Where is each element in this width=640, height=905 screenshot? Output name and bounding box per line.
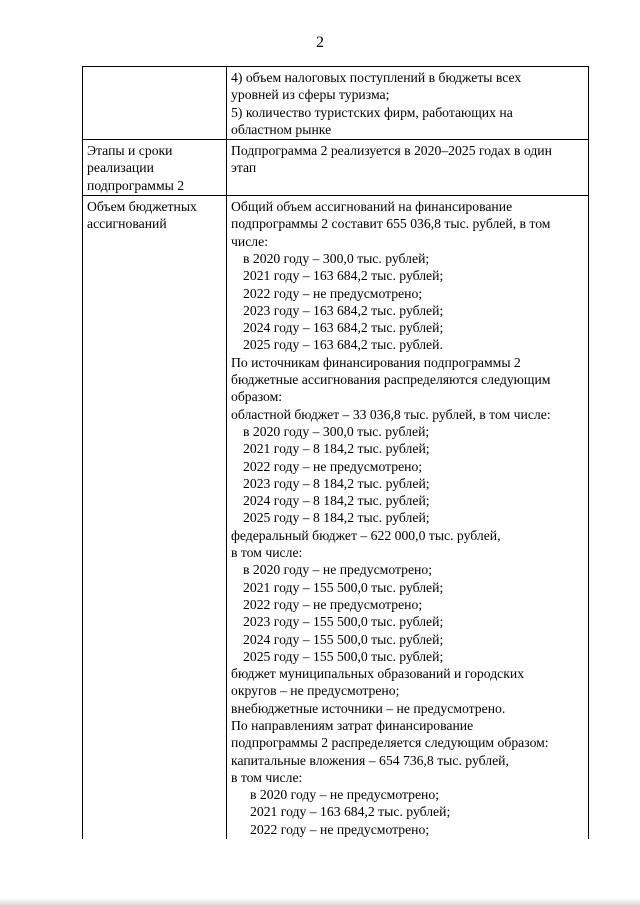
row-value-cell	[227, 196, 589, 839]
row-value-line: По направлениям затрат финансирование	[231, 717, 474, 733]
row-value-line: бюджетные ассигнования распределяются следующим	[231, 372, 551, 388]
row-value-line: 2025 году – 8 184,2 тыс. рублей;	[243, 510, 430, 526]
row-label-cell	[83, 140, 227, 196]
row-value-line: внебюджетные источники – не предусмотрено.	[231, 700, 506, 716]
row-label-cell	[83, 196, 227, 839]
row-value-line: подпрограммы 2 составит 655 036,8 тыс. рублей, в том	[231, 216, 551, 232]
row-value-line: в 2020 году – 300,0 тыс. рублей;	[243, 423, 430, 439]
row-value-line: областном рынке	[231, 121, 332, 137]
row-value-line: федеральный бюджет – 622 000,0 тыс. рублей,	[231, 527, 501, 543]
table-row	[83, 196, 589, 839]
row-value-line: бюджет муниципальных образований и городских	[231, 666, 525, 682]
row-label-line: Этапы и сроки	[87, 143, 173, 159]
row-value-cell	[227, 140, 589, 196]
row-value-line: По источникам финансирования подпрограммы 2	[231, 354, 521, 370]
row-value-cell	[227, 67, 589, 140]
row-value-line: в том числе:	[231, 545, 303, 561]
row-label-line: реализации	[87, 160, 154, 176]
row-value-line: образом:	[231, 389, 283, 405]
row-value-line: 2022 году – не предусмотрено;	[243, 596, 423, 612]
row-value-line: 2021 году – 155 500,0 тыс. рублей;	[243, 579, 444, 595]
row-value-line: уровней из сферы туризма;	[231, 87, 390, 103]
passport-table-body	[83, 67, 589, 840]
row-value-line: 2024 году – 163 684,2 тыс. рублей;	[243, 320, 444, 336]
page-number: 2	[316, 34, 324, 51]
row-value-line: 2021 году – 8 184,2 тыс. рублей;	[243, 441, 430, 457]
row-value-line: 2023 году – 163 684,2 тыс. рублей;	[243, 302, 444, 318]
row-value-line: 2022 году – не предусмотрено;	[243, 285, 423, 301]
row-value-line: капитальные вложения – 654 736,8 тыс. рублей,	[231, 752, 509, 768]
row-value-line: 2021 году – 163 684,2 тыс. рублей;	[243, 268, 444, 284]
table-row	[83, 67, 589, 140]
row-value-line: областной бюджет – 33 036,8 тыс. рублей, в том числе:	[231, 406, 551, 422]
row-value-line: Подпрограмма 2 реализуется в 2020–2025 годах в один	[231, 143, 552, 159]
row-value-line: 2022 году – не предусмотрено;	[243, 458, 423, 474]
row-value-line: числе:	[231, 233, 268, 249]
row-value-line: округов – не предусмотрено;	[231, 683, 400, 699]
row-value-line: в 2020 году – не предусмотрено;	[243, 562, 433, 578]
row-label-line: Объем бюджетных	[87, 199, 197, 215]
row-value-line: в том числе:	[231, 769, 303, 785]
passport-table	[82, 66, 589, 839]
row-value-line: этап	[231, 160, 257, 176]
row-value-line: Общий объем ассигнований на финансирование	[231, 199, 513, 215]
row-value-line: 2025 году – 155 500,0 тыс. рублей;	[243, 648, 444, 664]
row-label-line: ассигнований	[87, 216, 167, 232]
row-value-line: подпрограммы 2 распределяется следующим образом:	[231, 735, 549, 751]
scan-edge	[0, 898, 640, 905]
row-label-line: подпрограммы 2	[87, 177, 185, 193]
row-value-line: 2023 году – 8 184,2 тыс. рублей;	[243, 475, 430, 491]
row-value-line: 2021 году – 163 684,2 тыс. рублей;	[250, 804, 451, 820]
row-value-line: в 2020 году – не предусмотрено;	[250, 787, 440, 803]
row-label-cell	[83, 67, 227, 140]
row-value-line: 2024 году – 155 500,0 тыс. рублей;	[243, 631, 444, 647]
row-value-line: в 2020 году – 300,0 тыс. рублей;	[243, 250, 430, 266]
row-value-line: 2022 году – не предусмотрено;	[250, 821, 430, 837]
row-value-line: 4) объем налоговых поступлений в бюджеты всех	[231, 70, 522, 85]
row-value-line: 5) количество туристских фирм, работающих на	[231, 104, 513, 120]
row-value-line: 2025 году – 163 684,2 тыс. рублей.	[243, 337, 443, 353]
row-value-line: 2024 году – 8 184,2 тыс. рублей;	[243, 493, 430, 509]
row-value-line: 2023 году – 155 500,0 тыс. рублей;	[243, 614, 444, 630]
table-row	[83, 140, 589, 196]
